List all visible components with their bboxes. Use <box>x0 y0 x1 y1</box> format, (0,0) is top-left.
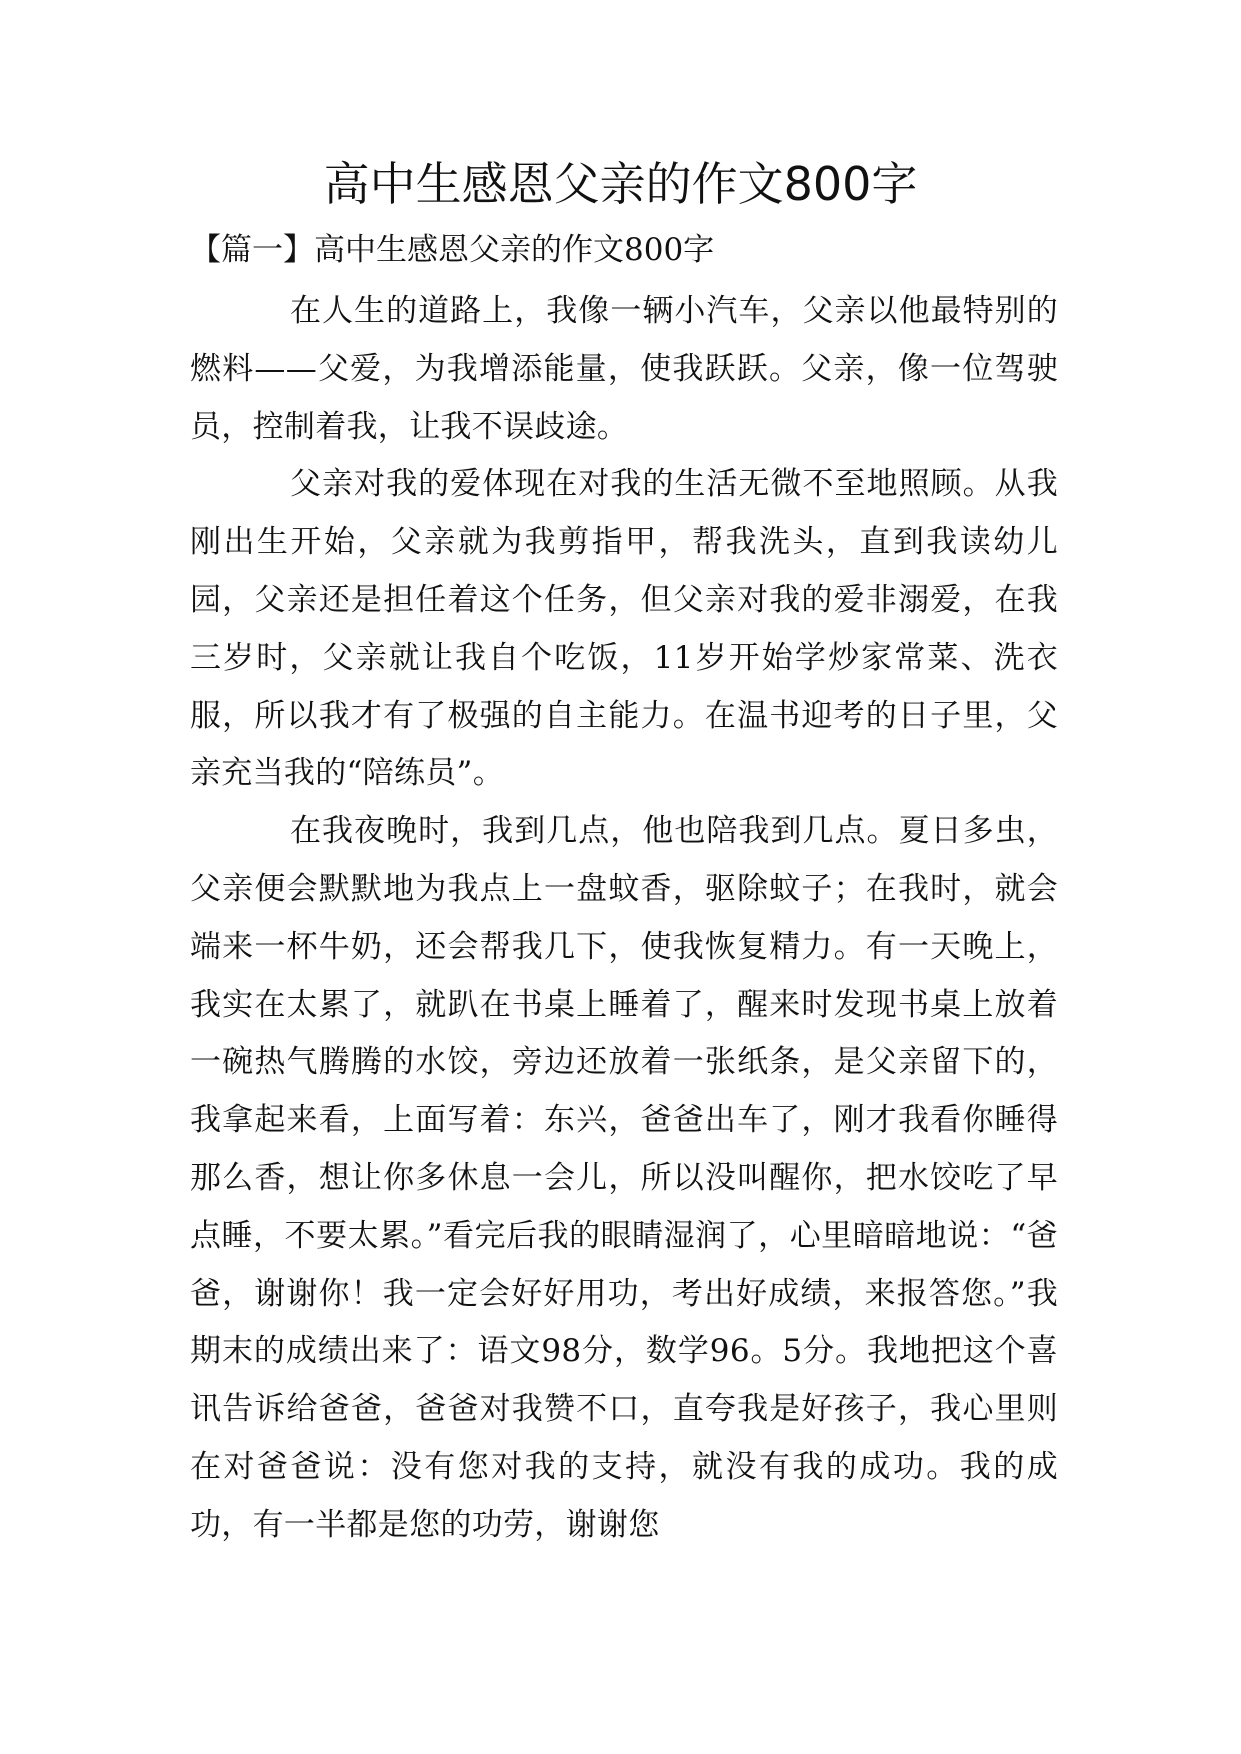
essay-body <box>190 283 1058 1555</box>
paragraph-2: 父亲对我的爱体现在对我的生活无微不至地照顾。从我刚出生开始，父亲就为我剪指甲，帮我洗头，直到我读幼儿园，父亲还是担任着这个任务，但父亲对我的爱非溺爱，在我三岁时，父亲就让我自个吃饭，11岁开始学炒家常菜、洗衣服，所以我才有了极强的自主能力。在温书迎考的日子里，父亲充当我的“陪练员”。 <box>190 466 1058 792</box>
paragraph-3: 在我夜晚时，我到几点，他也陪我到几点。夏日多虫，父亲便会默默地为我点上一盘蚊香，驱除蚊子；在我时，就会端来一杯牛奶，还会帮我几下，使我恢复精力。有一天晚上，我实在太累了，就趴在书桌上睡着了，醒来时发现书桌上放着一碗热气腾腾的水饺，旁边还放着一张纸条，是父亲留下的，我拿起来看，上面写着：东兴，爸爸出车了，刚才我看你睡得那么香，想让你多休息一会儿，所以没叫醒你，把水饺吃了早点睡，不要太累。”看完后我的眼睛湿润了，心里暗暗地说：“爸爸，谢谢你！我一定会好好用功，考出好成绩，来报答您。”我期末的成绩出来了：语文98分，数学96。5分。我地把这个喜讯告诉给爸爸，爸爸对我赞不口，直夸我是好孩子，我心里则在对爸爸说：没有您对我的支持，就没有我的成功。我的成功，有一半都是您的功劳，谢谢您 <box>190 813 1058 1543</box>
section-heading: 【篇一】高中生感恩父亲的作文800字 <box>190 232 715 268</box>
paragraph-1: 在人生的道路上，我像一辆小汽车，父亲以他最特别的燃料——父爱，为我增添能量，使我跃跃。父亲，像一位驾驶员，控制着我，让我不误歧途。 <box>190 293 1058 445</box>
document-title: 高中生感恩父亲的作文800字 <box>323 157 918 211</box>
